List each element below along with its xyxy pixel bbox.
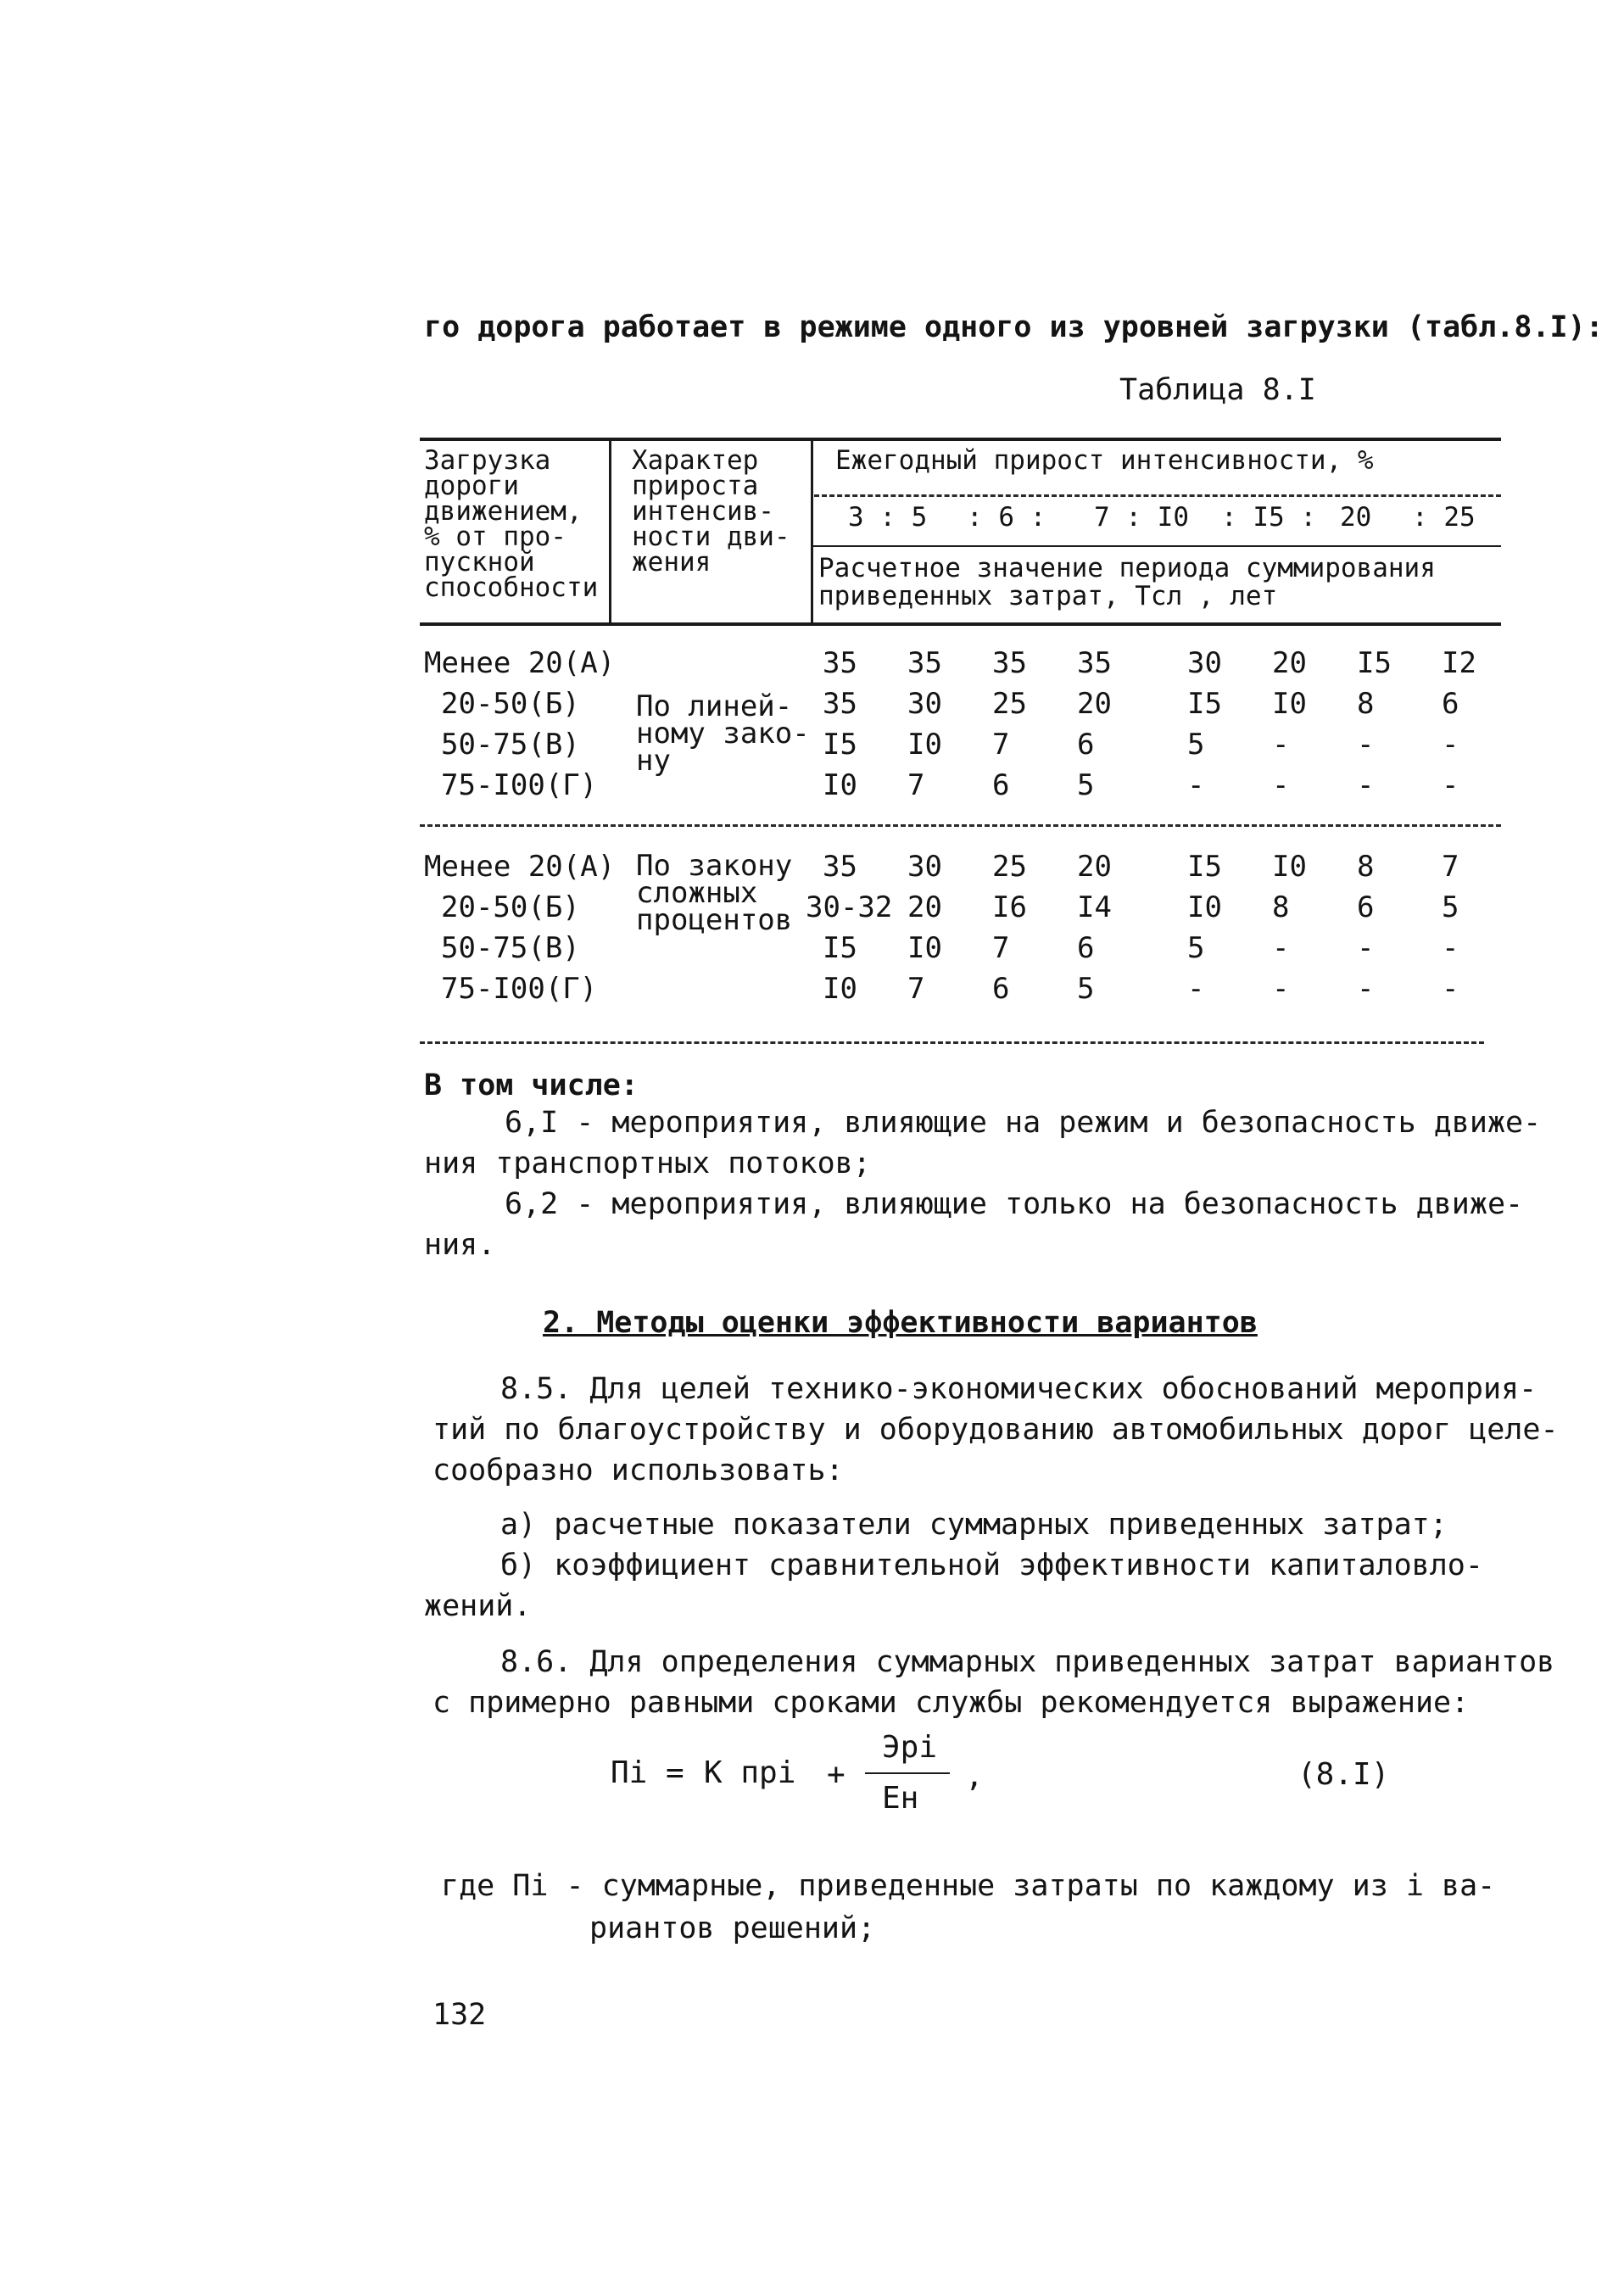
row-value: - xyxy=(1272,768,1290,802)
table-header-rule xyxy=(420,622,1501,626)
formula-comma: , xyxy=(965,1759,984,1794)
row-load: Менее 20(А) xyxy=(424,850,616,884)
table-row xyxy=(424,890,1484,937)
item-b-line-2: жений. xyxy=(424,1589,532,1623)
row-value: 30 xyxy=(907,687,942,721)
row-value: - xyxy=(1187,768,1205,802)
row-load: 20-50(Б) xyxy=(441,890,580,924)
row-value: 6 xyxy=(1442,687,1459,721)
table-row xyxy=(424,646,1484,687)
row-value: 5 xyxy=(1077,972,1095,1006)
header-growth: Ежегодный прирост интенсивности, % xyxy=(835,445,1374,476)
row-value: - xyxy=(1442,931,1459,965)
row-value: 6 xyxy=(1077,931,1095,965)
row-load: 50-75(В) xyxy=(441,728,580,762)
formula-term-capital: К прi xyxy=(704,1755,796,1790)
row-value: 8 xyxy=(1357,850,1375,884)
row-value: I2 xyxy=(1442,646,1476,680)
formula-denominator: Eн xyxy=(882,1781,919,1816)
section-heading: 2. Методы оценки эффективности вариантов xyxy=(543,1306,1258,1340)
row-value: - xyxy=(1442,972,1459,1006)
row-value: 6 xyxy=(1357,890,1375,924)
item-6-1-line-2: ния транспортных потоков; xyxy=(424,1147,871,1180)
row-value: - xyxy=(1442,768,1459,802)
row-value: - xyxy=(1272,972,1290,1006)
row-value: 35 xyxy=(1077,646,1112,680)
table-row xyxy=(424,728,1484,768)
table-row xyxy=(424,850,1484,890)
row-load: 20-50(Б) xyxy=(441,687,580,721)
row-value: - xyxy=(1442,728,1459,762)
formula-plus: + xyxy=(827,1757,845,1792)
row-value: 20 xyxy=(1272,646,1307,680)
table-vline-1 xyxy=(609,438,611,622)
row-value: I0 xyxy=(907,931,942,965)
row-value: 7 xyxy=(992,728,1010,762)
header-period-line-1: Расчетное значение периода суммирования xyxy=(818,553,1436,583)
growth-value-2: : 6 : xyxy=(967,502,1046,533)
row-value: I5 xyxy=(1357,646,1392,680)
row-value: 5 xyxy=(1077,768,1095,802)
row-value: 7 xyxy=(907,972,925,1006)
formula-numerator: Эpi xyxy=(882,1730,938,1765)
header-period-line-2: приведенных затрат, Tсл , лет xyxy=(818,581,1278,611)
character-linear-1: По линей- xyxy=(636,689,793,723)
p86-line-2: с примерно равными сроками службы рекомендуется выражение: xyxy=(433,1686,1470,1720)
character-linear-3: ну xyxy=(636,744,671,778)
row-value: 6 xyxy=(992,972,1010,1006)
character-compound-3: процентов xyxy=(636,903,793,937)
table-caption: Таблица 8.I xyxy=(1119,373,1316,407)
row-value: 35 xyxy=(823,646,857,680)
character-compound-1: По закону xyxy=(636,849,793,883)
formula-number: (8.I) xyxy=(1298,1757,1390,1792)
row-value: - xyxy=(1187,972,1205,1006)
table-row xyxy=(424,687,1484,728)
header-load: Загрузка дороги движением, % от про- пускной способности xyxy=(424,445,599,603)
table-vline-2 xyxy=(811,438,813,622)
row-value: 5 xyxy=(1442,890,1459,924)
table-bottom-dash xyxy=(420,1041,1484,1044)
row-value: I5 xyxy=(823,728,857,762)
p85-line-3: сообразно использовать: xyxy=(433,1454,844,1487)
formula-lhs: Пi = xyxy=(611,1755,684,1790)
row-value: I4 xyxy=(1077,890,1112,924)
where-line-2: риантов решений; xyxy=(589,1911,876,1945)
row-load: Менее 20(А) xyxy=(424,646,616,680)
intro-line: го дорога работает в режиме одного из уровней загрузки (табл.8.I): xyxy=(424,310,1604,344)
fraction-bar xyxy=(865,1772,950,1774)
row-value: I0 xyxy=(1272,850,1307,884)
page-number: 132 xyxy=(433,1998,487,2032)
growth-value-6: : 25 xyxy=(1412,502,1476,533)
row-value: 30 xyxy=(1187,646,1222,680)
row-value: 25 xyxy=(992,850,1027,884)
row-value: 30 xyxy=(907,850,942,884)
item-6-2-line-1: 6,2 - мероприятия, влияющие только на безопасность движе- xyxy=(505,1187,1524,1221)
row-value: - xyxy=(1357,728,1375,762)
row-value: 25 xyxy=(992,687,1027,721)
row-value: 35 xyxy=(992,646,1027,680)
growth-value-1: 3 : 5 xyxy=(848,502,928,533)
table-row xyxy=(424,972,1484,1013)
header-character: Характер прироста интенсив- ности дви- жения xyxy=(632,445,790,578)
row-value: 6 xyxy=(992,768,1010,802)
row-value: 20 xyxy=(1077,687,1112,721)
row-value: 6 xyxy=(1077,728,1095,762)
table-row xyxy=(424,931,1484,972)
row-value: 5 xyxy=(1187,931,1205,965)
growth-values-rule xyxy=(812,545,1501,547)
p85-line-2: тий по благоустройству и оборудованию автомобильных дорог целе- xyxy=(433,1413,1559,1447)
growth-value-5: 20 xyxy=(1340,502,1372,533)
row-value: 35 xyxy=(823,687,857,721)
row-value: I6 xyxy=(992,890,1027,924)
row-load: 50-75(В) xyxy=(441,931,580,965)
p86-line-1: 8.6. Для определения суммарных приведенных затрат вариантов xyxy=(500,1645,1555,1679)
item-b-line-1: б) коэффициент сравнительной эффективности капиталовло- xyxy=(500,1549,1483,1582)
row-value: I0 xyxy=(1187,890,1222,924)
p85-line-1: 8.5. Для целей технико-экономических обоснований мероприя- xyxy=(500,1372,1537,1406)
row-value: 20 xyxy=(907,890,942,924)
row-value: 35 xyxy=(823,850,857,884)
character-compound-2: сложных xyxy=(636,876,758,910)
row-value: I0 xyxy=(907,728,942,762)
row-value: 30-32 xyxy=(806,890,893,924)
growth-value-4: : I5 : xyxy=(1221,502,1316,533)
row-value: 8 xyxy=(1357,687,1375,721)
row-value: 20 xyxy=(1077,850,1112,884)
row-value: 35 xyxy=(907,646,942,680)
item-6-2-line-2: ния. xyxy=(424,1228,496,1262)
growth-value-3: 7 : I0 xyxy=(1094,502,1189,533)
row-value: I0 xyxy=(1272,687,1307,721)
row-value: - xyxy=(1272,728,1290,762)
row-value: 7 xyxy=(907,768,925,802)
row-load: 75-I00(Г) xyxy=(441,972,598,1006)
row-value: I5 xyxy=(1187,687,1222,721)
item-6-1-line-1: 6,I - мероприятия, влияющие на режим и безопасность движе- xyxy=(505,1106,1542,1140)
group-separator xyxy=(420,824,1501,827)
row-value: - xyxy=(1357,931,1375,965)
growth-header-dash xyxy=(814,494,1501,497)
row-value: 7 xyxy=(1442,850,1459,884)
row-value: 7 xyxy=(992,931,1010,965)
row-value: I0 xyxy=(823,972,857,1006)
row-value: I0 xyxy=(823,768,857,802)
row-value: 5 xyxy=(1187,728,1205,762)
row-load: 75-I00(Г) xyxy=(441,768,598,802)
v-tom-chisle: В том числе: xyxy=(424,1069,639,1102)
table-top-rule xyxy=(420,438,1501,441)
row-value: 8 xyxy=(1272,890,1290,924)
item-a: а) расчетные показатели суммарных приведенных затрат; xyxy=(500,1508,1448,1542)
row-value: - xyxy=(1272,931,1290,965)
table-row xyxy=(424,768,1484,809)
row-value: - xyxy=(1357,972,1375,1006)
where-line-1: где Пi - суммарные, приведенные затраты по каждому из i ва- xyxy=(441,1869,1496,1903)
character-linear-2: ному зако- xyxy=(636,717,810,751)
row-value: - xyxy=(1357,768,1375,802)
row-value: I5 xyxy=(823,931,857,965)
row-value: I5 xyxy=(1187,850,1222,884)
